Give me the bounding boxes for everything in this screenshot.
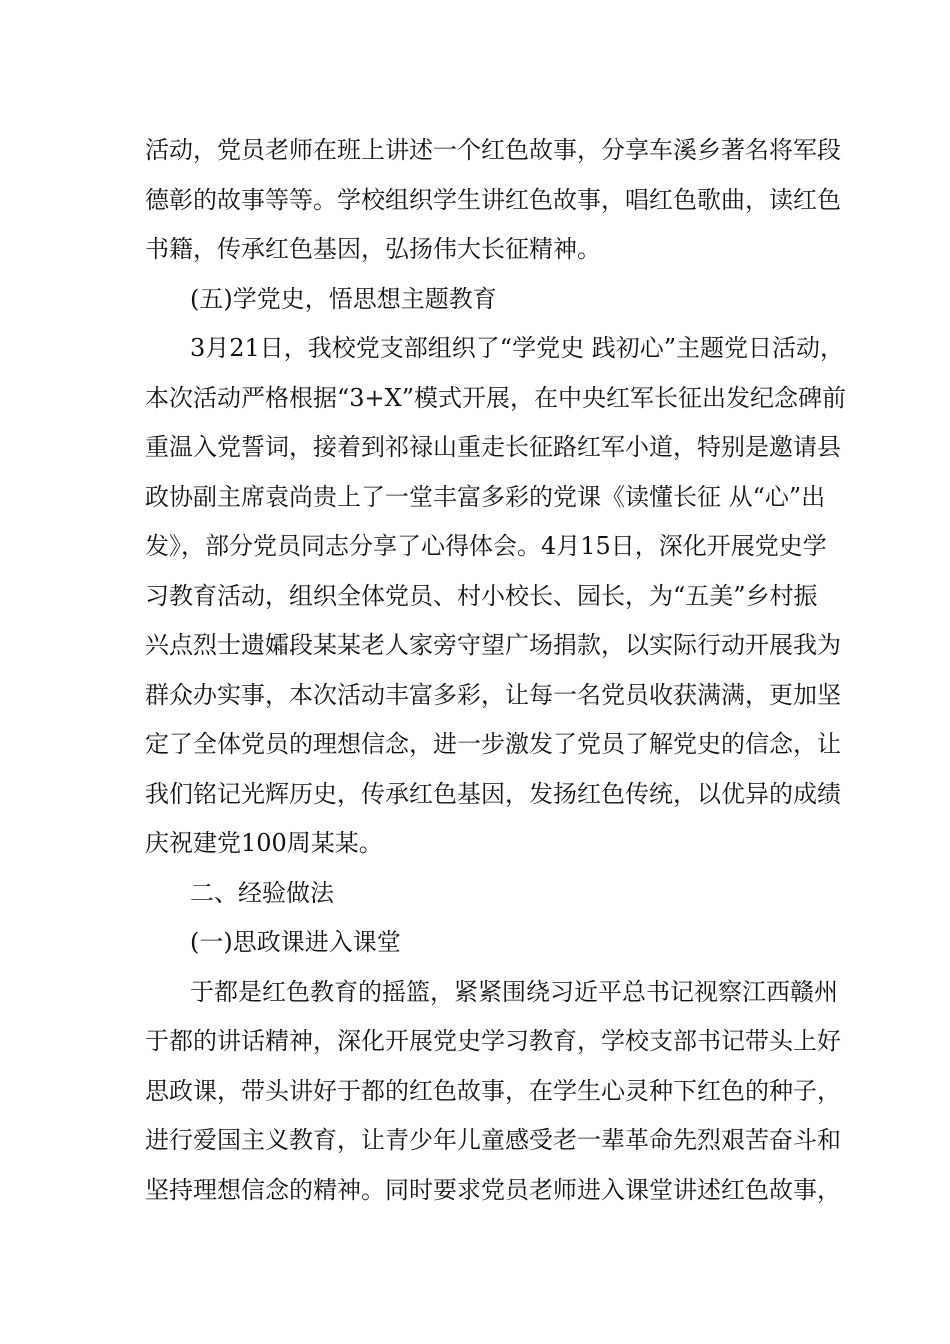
section-heading: (五)学党史，悟思想主题教育 (190, 284, 497, 313)
paragraph-line: 进行爱国主义教育，让青少年儿童感受老一辈革命先烈艰苦奋斗和 (145, 1126, 841, 1154)
paragraph-line: 3月21日，我校党支部组织了“学党史 践初心”主题党日活动， (190, 334, 844, 362)
paragraph-line: 发》，部分党员同志分享了心得体会。4月15日，深化开展党史学 (145, 532, 827, 560)
paragraph-line: 群众办实事，本次活动丰富多彩，让每一名党员收获满满，更加坚 (145, 680, 841, 709)
paragraph-line: 重温入党誓词，接着到祁禄山重走长征路红军小道，特别是邀请县 (145, 433, 841, 461)
paragraph-line: 坚持理想信念的精神。同时要求党员老师进入课堂讲述红色故事， (145, 1175, 841, 1204)
paragraph-line: 思政课，带头讲好于都的红色故事，在学生心灵种下红色的种子， (145, 1076, 841, 1105)
paragraph-line: 于都的讲话精神，深化开展党史学习教育，学校支部书记带头上好 (145, 1027, 841, 1055)
paragraph-line: 兴点烈士遗孀段某某老人家旁守望广场捐款，以实际行动开展我为 (145, 631, 841, 659)
paragraph-line: 习教育活动，组织全体党员、村小校长、园长，为“五美”乡村振 (145, 581, 818, 610)
paragraph-line: 庆祝建党100周某某。 (145, 829, 383, 857)
paragraph-line: 德彰的故事等等。学校组织学生讲红色故事，唱红色歌曲，读红色 (145, 185, 841, 214)
paragraph-line: 于都是红色教育的摇篮，紧紧围绕习近平总书记视察江西赣州 (190, 977, 838, 1006)
subsection-heading: (一)思政课进入课堂 (190, 928, 401, 956)
section-heading: 二、经验做法 (190, 878, 334, 907)
document-body (145, 126, 847, 1215)
paragraph-line: 定了全体党员的理想信念，进一步激发了党员了解党史的信念，让 (145, 730, 841, 758)
paragraph-line: 书籍，传承红色基因，弘扬伟大长征精神。 (145, 235, 601, 263)
paragraph-line: 我们铭记光辉历史，传承红色基因，发扬红色传统，以优异的成绩 (145, 779, 841, 808)
paragraph-line: 政协副主席袁尚贵上了一堂丰富多彩的党课《读懂长征 从“心”出 (145, 482, 826, 511)
paragraph-line: 活动，党员老师在班上讲述一个红色故事，分享车溪乡著名将军段 (145, 136, 841, 164)
paragraph-line: 本次活动严格根据“3+X”模式开展，在中央红军长征出发纪念碑前 (145, 383, 847, 412)
